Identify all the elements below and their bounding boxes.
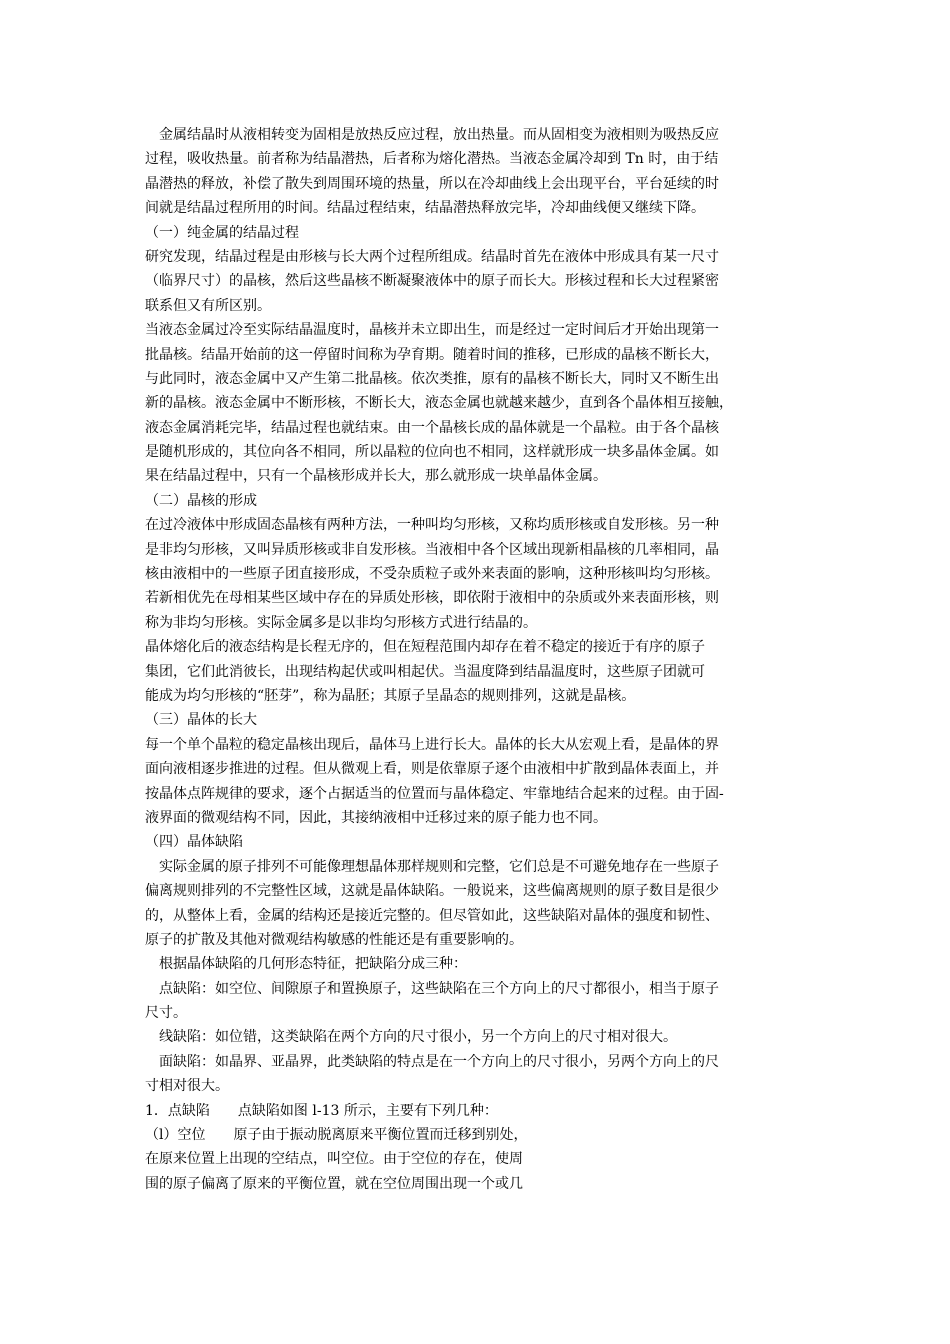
text-line: 线缺陷：如位错，这类缺陷在两个方向的尺寸很小，另一个方向上的尺寸相对很大。 [145,1029,677,1046]
text-line: 寸相对很大。 [145,1078,229,1095]
text-line: 是非均匀形核，又叫异质形核或非自发形核。当液相中各个区域出现新相晶核的几率相同，晶 [145,541,719,558]
text-line: 当液态金属过冷至实际结晶温度时，晶核并未立即出生，而是经过一定时间后才开始出现第一 [145,322,719,339]
text-line: 1．点缺陷 点缺陷如图 l-13 所示，主要有下列几种： [145,1102,498,1119]
text-line: 能成为均匀形核的“胚芽”，称为晶胚；其原子呈晶态的规则排列，这就是晶核。 [145,687,636,704]
text-line: 称为非均匀形核。实际金属多是以非均匀形核方式进行结晶的。 [145,614,537,631]
text-line: 过程，吸收热量。前者称为结晶潜热，后者称为熔化潜热。当液态金属冷却到 Tn 时，由于结 [145,151,719,168]
text-line: （一）纯金属的结晶过程 [145,224,299,241]
text-line: （l）空位 原子由于振动脱离原来平衡位置而迁移到别处， [145,1127,528,1144]
text-line: 联系但又有所区别。 [145,297,271,314]
text-line: 每一个单个晶粒的稳定晶核出现后，晶体马上进行长大。晶体的长大从宏观上看，是晶体的界 [145,736,719,753]
text-line: 是随机形成的，其位向各不相同，所以晶粒的位向也不相同，这样就形成一块多晶体金属。如 [145,444,719,461]
text-line: （临界尺寸）的晶核，然后这些晶核不断凝聚液体中的原子而长大。形核过程和长大过程紧密 [145,273,719,290]
text-line: 的，从整体上看，金属的结构还是接近完整的。但尽管如此，这些缺陷对晶体的强度和韧性、 [145,907,719,924]
document-page [145,123,810,1196]
text-line: 果在结晶过程中，只有一个晶核形成并长大，那么就形成一块单晶体金属。 [145,468,607,485]
text-line: 液界面的微观结构不同，因此，其接纳液相中迁移过来的原子能力也不同。 [145,809,607,826]
text-line: 原子的扩散及其他对微观结构敏感的性能还是有重要影响的。 [145,931,523,948]
text-line: 液态金属消耗完毕，结晶过程也就结束。由一个晶核长成的晶体就是一个晶粒。由于各个晶核 [145,419,719,436]
text-line: 新的晶核。液态金属中不断形核，不断长大，液态金属也就越来越少，直到各个晶体相互接触， [145,395,733,412]
text-line: （二）晶核的形成 [145,492,257,509]
text-line: 间就是结晶过程所用的时间。结晶过程结束，结晶潜热释放完毕，冷却曲线便又继续下降。 [145,200,705,217]
text-line: 金属结晶时从液相转变为固相是放热反应过程，放出热量。而从固相变为液相则为吸热反应 [145,127,719,143]
text-line: 核由液相中的一些原子团直接形成，不受杂质粒子或外来表面的影响，这种形核叫均匀形核。 [145,566,719,583]
text-line: 批晶核。结晶开始前的这一停留时间称为孕育期。随着时间的推移，已形成的晶核不断长大， [145,346,719,363]
text-line: 围的原子偏离了原来的平衡位置，就在空位周围出现一个或几 [145,1175,523,1192]
text-line: 面缺陷：如晶界、亚晶界，此类缺陷的特点是在一个方向上的尺寸很小，另两个方向上的尺 [145,1053,719,1070]
text-line: 在过冷液体中形成固态晶核有两种方法，一种叫均匀形核，又称均质形核或自发形核。另一种 [145,517,719,534]
text-line: 若新相优先在母相某些区域中存在的异质处形核，即依附于液相中的杂质或外来表面形核，则 [145,590,719,607]
text-line: 点缺陷：如空位、间隙原子和置换原子，这些缺陷在三个方向上的尺寸都很小，相当于原子 [145,980,719,997]
text-line: 尺寸。 [145,1005,187,1022]
text-line: 晶潜热的释放，补偿了散失到周围环境的热量，所以在冷却曲线上会出现平台，平台延续的时 [145,175,719,192]
text-line: 研究发现，结晶过程是由形核与长大两个过程所组成。结晶时首先在液体中形成具有某一尺寸 [145,248,719,265]
text-line: 面向液相逐步推进的过程。但从微观上看，则是依靠原子逐个由液相中扩散到晶体表面上，并 [145,761,719,778]
text-line: 集团，它们此消彼长，出现结构起伏或叫相起伏。当温度降到结晶温度时，这些原子团就可 [145,663,705,680]
text-line: 与此同时，液态金属中又产生第二批晶核。依次类推，原有的晶核不断长大，同时又不断生出 [145,370,719,387]
text-line: 根据晶体缺陷的几何形态特征，把缺陷分成三种： [145,956,467,973]
text-line: （四）晶体缺陷 [145,834,243,851]
text-line: 偏离规则排列的不完整性区域，这就是晶体缺陷。一般说来，这些偏离规则的原子数目是很少 [145,883,719,900]
text-line: 在原来位置上出现的空结点，叫空位。由于空位的存在，使周 [145,1151,523,1168]
text-line: 按晶体点阵规律的要求，逐个占据适当的位置而与晶体稳定、牢靠地结合起来的过程。由于固- [145,785,724,802]
text-line: （三）晶体的长大 [145,712,257,729]
text-line: 晶体熔化后的液态结构是长程无序的，但在短程范围内却存在着不稳定的接近于有序的原子 [145,639,705,656]
text-line: 实际金属的原子排列不可能像理想晶体那样规则和完整，它们总是不可避免地存在一些原子 [145,858,719,875]
